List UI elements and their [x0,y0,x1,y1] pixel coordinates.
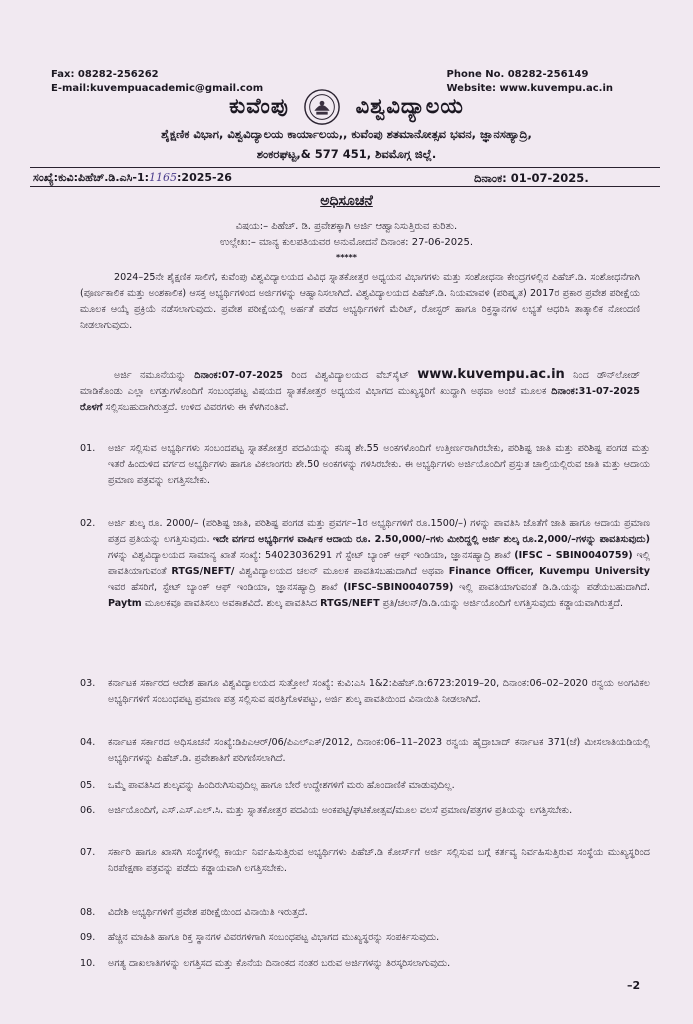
notice-subject: ವಿಷಯ:– ಪಿಹೆಚ್. ಡಿ. ಪ್ರವೇಶಕ್ಕಾಗಿ ಅರ್ಜಿ ಆಹ್ವಾನಿಸುತ್ತಿರುವ ಕುರಿತು. [235,221,458,232]
reference-divider [30,186,660,187]
item-number: 03. [80,678,96,689]
item-text: ಸರ್ಕಾರಿ ಹಾಗೂ ಖಾಸಗಿ ಸಂಸ್ಥೆಗಳಲ್ಲಿ ಕಾರ್ಯ ನಿರ್ವಹಿಸುತ್ತಿರುವ ಅಭ್ಯರ್ಥಿಗಳು ಪಿಹೆಚ್.ಡಿ ಕೋರ್ಸ್‌ಗೆ ಅರ್ಜಿ ಸಲ್ಲಿಸುವ ಬಗ್ಗೆ ಕರ್ತವ್ಯ ನಿರ್ವಹಿಸುತ್ತಿರುವ ಸಂಸ್ಥೆಯ ಮುಖ್ಯಸ್ಥರಿಂದ ನಿರಪೇಕ್ಷಣಾ ಪತ್ರವನ್ನು ಪಡೆದು ಕಡ್ಡಾಯವಾಗಿ ಲಗತ್ತಿಸಬೇಕು. [108,847,650,874]
separator-stars: ***** [336,253,357,262]
phone-text: Phone No. 08282-256149 [446,69,589,80]
para2-end-date: ದಿನಾಂಕ:31-07-2025 ರೊಳಗೆ [80,386,640,413]
notice-title: ಅಧಿಸೂಚನೆ [320,193,373,209]
item-number: 10. [80,958,96,969]
ifsc-code-2: (IFSC–SBIN0040759) [343,582,454,593]
fee-income-note: ಇದೇ ವರ್ಗದ ಅಭ್ಯರ್ಥಿಗಳ ವಾರ್ಷಿಕ ಆದಾಯ ರೂ. 2.50,000/–ಗಳು ಮೀರಿದ್ದಲ್ಲಿ ಅರ್ಜಿ ಶುಲ್ಕ ರೂ.2,000/–ಗಳನ್ನು ಪಾವತಿಸುವುದು) [212,534,650,545]
fee-text-g: ಮೂಲಕವೂ ಪಾವತಿಸಲು ಅವಕಾಶವಿದೆ. ಶುಲ್ಕ ಪಾವತಿಸಿದ [141,598,321,609]
item-text: ಅರ್ಜಿಯೊಂದಿಗೆ, ಎಸ್.ಎಸ್.ಎಲ್.ಸಿ. ಮತ್ತು ಸ್ನಾತಕೋತ್ತರ ಪದವಿಯ ಅಂಕಪಟ್ಟಿ/ಘಟಿಕೋತ್ಸವ/ಮೂಲ ವಲಸೆ ಪ್ರಮಾಣ/ಪತ್ರಗಳ ಪ್ರತಿಯನ್ನು ಲಗತ್ತಿಸಬೇಕು. [108,805,573,816]
fee-text-a: ಅರ್ಜಿ ಶುಲ್ಕ ರೂ. 2000/– (ಪರಿಶಿಷ್ಟ ಜಾತಿ, ಪರಿಶಿಷ್ಟ ಪಂಗಡ ಮತ್ತು ಪ್ರವರ್ಗ–1ರ ಅಭ್ಯರ್ಥಿಗಳಿಗೆ ರೂ.1500/–) ಗಳನ್ನು ಪಾವತಿಸಿ ಜೊತೆಗೆ ಜಾತಿ ಹಾಗೂ ಆದಾಯ ಪ್ರಮಾಣ ಪತ್ರದ ಪ್ರತಿಯನ್ನು ಲಗತ್ತಿಸುವುದು. [108,518,650,545]
para2-text-c: ನಿಂದ ಡೌನ್‌ಲೋಡ್ ಮಾಡಿಕೊಂಡು ಎಲ್ಲಾ ಲಗತ್ತುಗಳೊಂದಿಗೆ ಸಂಬಂಧಪಟ್ಟ ವಿಷಯದ ಸ್ನಾತಕೋತ್ತರ ಅಧ್ಯಯನ ವಿಭಾಗದ ಮುಖ್ಯಸ್ಥರಿಗೆ ಖುದ್ದಾಗಿ ಅಥವಾ ಅಂಚೆ ಮೂಲಕ [80,370,640,397]
item-number: 05. [80,780,96,791]
item-text [108,516,650,612]
university-name-right: ವಿಶ್ವವಿದ್ಯಾಲಯ [355,94,464,118]
item-text: ಒಮ್ಮೆ ಪಾವತಿಸಿದ ಶುಲ್ಕವನ್ನು ಹಿಂದಿರುಗಿಸುವುದಿಲ್ಲ ಹಾಗೂ ಬೇರೆ ಉದ್ದೇಶಗಳಿಗೆ ಮರು ಹೊಂದಾಣಿಕೆ ಮಾಡುವುದಿಲ್ಲ. [108,780,455,791]
item-number: 02. [80,518,96,529]
item-number: 09. [80,932,96,943]
item-number: 06. [80,805,96,816]
reference-suffix: :2025-26 [177,171,232,184]
university-title [0,88,693,126]
reference-prefix: ಸಂಖ್ಯೆ:ಕುವಿ:ಪಿಹೆಚ್.ಡಿ.ಎಸಿ-1: [33,171,150,184]
finance-officer-label: Finance Officer, Kuvempu University [448,566,650,577]
rtgs-label-2: RTGS/NEFT [320,598,380,609]
fee-text-b: ಗಳನ್ನು ವಿಶ್ವವಿದ್ಯಾಲಯದ ಸಾಮಾನ್ಯ ಖಾತೆ ಸಂಖ್ಯೆ: 54023036291 ಗೆ ಸ್ಟೇಟ್ ಬ್ಯಾಂಕ್ ಆಫ್ ಇಂಡಿಯಾ, ಜ್ಞಾನಸಹ್ಯಾದ್ರಿ ಶಾಖೆ [108,550,515,561]
item-text: ಅಗತ್ಯ ದಾಖಲಾತಿಗಳನ್ನು ಲಗತ್ತಿಸದ ಮತ್ತು ಕೊನೆಯ ದಿನಾಂಕದ ನಂತರ ಬರುವ ಅರ್ಜಿಗಳನ್ನು ತಿರಸ್ಕರಿಸಲಾಗುವುದು. [108,958,451,969]
item-text: ಅರ್ಜಿ ಸಲ್ಲಿಸುವ ಅಭ್ಯರ್ಥಿಗಳು ಸಂಬಂದಪಟ್ಟ ಸ್ನಾತಕೋತ್ತರ ಪದವಿಯನ್ನು ಕನಿಷ್ಠ ಶೇ.55 ಅಂಕಗಳೊಂದಿಗೆ ಉತ್ತೀರ್ಣರಾಗಿರಬೇಕು, ಪರಿಶಿಷ್ಟ ಜಾತಿ ಮತ್ತು ಪರಿಶಿಷ್ಟ ಪಂಗಡ ಮತ್ತು ಇತರೆ ಹಿಂದುಳಿದ ವರ್ಗದ ಅಭ್ಯರ್ಥಿಗಳು ಹಾಗೂ ವಿಕಲಾಂಗರು ಶೇ.50 ಅಂಕಗಳನ್ನು ಗಳಿಸಿರಬೇಕು. ಈ ಅಭ್ಯರ್ಥಿಗಳು ಅರ್ಜಿಯೊಂದಿಗೆ ಪ್ರಸ್ತುತ ಚಾಲ್ತಿಯಲ್ಲಿರುವ ಜಾತಿ ಮತ್ತು ಆದಾಯ ಪ್ರಮಾಣ ಪತ್ರವನ್ನು ಲಗತ್ತಿಸಬೇಕು. [108,443,650,486]
email-text: E-mail:kuvempuacademic@gmail.com [51,83,264,94]
item-number: 01. [80,443,96,454]
item-text: ವಿದೇಶಿ ಅಭ್ಯರ್ಥಿಗಳಿಗೆ ಪ್ರವೇಶ ಪರೀಕ್ಷೆಯಿಂದ ವಿನಾಯಿತಿ ಇರುತ್ತದೆ. [108,907,308,918]
reference-number [33,171,232,185]
reference-date: ದಿನಾಂಕ: 01-07-2025. [474,171,589,185]
para2-text-a: ಅರ್ಜಿ ನಮೂನೆಯನ್ನು [114,370,195,381]
item-number: 08. [80,907,96,918]
university-name-left: ಕುವೆಂಪು [229,94,289,118]
fee-text-f: ಇಲ್ಲಿ ಪಾವತಿಯಾಗುವಂತೆ ಡಿ.ಡಿ.ಯನ್ನು ಪಡೆಯಬಹುದಾಗಿದೆ. [453,582,650,593]
para2-text-b: ರಿಂದ ವಿಶ್ವವಿದ್ಯಾಲಯದ ವೆಬ್‌ಸೈಟ್ [282,370,418,381]
notice-reference: ಉಲ್ಲೇಖ:– ಮಾನ್ಯ ಕುಲಪತಿಯವರ ಅನುಮೋದನೆ ದಿನಾಂಕ: 27-06-2025. [220,237,473,248]
university-emblem-icon [303,88,341,126]
handwritten-number: 1165 [149,171,178,184]
address-line-1: ಶೈಕ್ಷಣಿಕ ವಿಭಾಗ, ವಿಶ್ವವಿದ್ಯಾಲಯ ಕಾರ್ಯಾಲಯ,, ಕುವೆಂಪು ಶತಮಾನೋತ್ಸವ ಭವನ, ಜ್ಞಾನಸಹ್ಯಾದ್ರಿ, [161,127,532,141]
item-text: ಕರ್ನಾಟಕ ಸರ್ಕಾರದ ಅಧಿಸೂಚನೆ ಸಂಖ್ಯೆ:ಡಿಪಿಎಆರ್/06/ಪಿಎಲ್‌ಎಕ್/2012, ದಿನಾಂಕ:06–11–2023 ರನ್ವಯ ಹೈದ್ರಾಬಾದ್ ಕರ್ನಾಟಕ 371(ಜೆ) ಮೀಸಲಾತಿಯಡಿಯಲ್ಲಿ ಅಭ್ಯರ್ಥಿಗಳನ್ನು ಪಿಹೆಚ್.ಡಿ. ಪ್ರವೇಶಾತಿಗೆ ಪರಿಗಣಿಸಲಾಗಿದೆ. [108,737,650,764]
item-number: 07. [80,847,96,858]
fee-text-e: ಇವರ ಹೆಸರಿಗೆ, ಸ್ಟೇಟ್ ಬ್ಯಾಂಕ್ ಆಫ್ ಇಂಡಿಯಾ, ಜ್ಞಾನಸಹ್ಯಾದ್ರಿ ಶಾಖೆ [108,582,344,593]
fee-text-h: ಪ್ರತಿ/ಚಲನ್/ಡಿ.ಡಿ.ಯನ್ನು ಅರ್ಜಿಯೊಂದಿಗೆ ಲಗತ್ತಿಸುವುದು ಕಡ್ಡಾಯವಾಗಿರುತ್ತದೆ. [379,598,624,609]
rtgs-label-1: RTGS/NEFT/ [171,566,235,577]
para2-start-date: ದಿನಾಂಕ:07-07-2025 [194,370,283,381]
application-paragraph [80,367,640,416]
para2-text-d: ಸಲ್ಲಿಸಬಹುದಾಗಿರುತ್ತದೆ. ಉಳಿದ ವಿವರಗಳು ಈ ಕೆಳಗಿನಂತಿವೆ. [102,402,289,413]
paytm-label: Paytm [108,598,142,609]
fee-text-d: ವಿಶ್ವವಿದ್ಯಾಲಯದ ಚಲನ್ ಮೂಲಕ ಪಾವತಿಸಬಹುದಾಗಿದೆ ಅಥವಾ [234,566,449,577]
website-link[interactable]: www.kuvempu.ac.in [417,367,565,382]
item-text: ಕರ್ನಾಟಕ ಸರ್ಕಾರದ ಆದೇಶ ಹಾಗೂ ವಿಶ್ವವಿದ್ಯಾಲಯದ ಸುತ್ತೋಲೆ ಸಂಖ್ಯೆ: ಕುವಿ:ಎಸಿ 1&2:ಪಿಹೆಚ್.ಡಿ:6723:2019–20, ದಿನಾಂಕ:06–02–2020 ರನ್ವಯ ಅಂಗವಿಕಲ ಅಭ್ಯರ್ಥಿಗಳಿಗೆ ಸಂಬಂಧಪಟ್ಟ ಪ್ರಮಾಣ ಪತ್ರ ಸಲ್ಲಿಸುವ ಷರತ್ತಿಗೊಳಪಟ್ಟು, ಅರ್ಜಿ ಶುಲ್ಕ ಪಾವತಿಯಿಂದ ವಿನಾಯಿತಿ ನೀಡಲಾಗಿದೆ. [108,678,650,705]
page-number: –2 [627,979,641,992]
fee-text-c: ಇಲ್ಲಿ ಪಾವತಿಯಾಗುವಂತೆ [108,550,650,577]
fax-text: Fax: 08282-256262 [51,69,159,80]
ifsc-code-1: (IFSC – SBIN0040759) [514,550,633,561]
item-text: ಹೆಚ್ಚಿನ ಮಾಹಿತಿ ಹಾಗೂ ರಿಕ್ತ ಸ್ಥಾನಗಳ ವಿವರಗಳಿಗಾಗಿ ಸಂಬಂಧಪಟ್ಟ ವಿಭಾಗದ ಮುಖ್ಯಸ್ಥರನ್ನು ಸಂಪರ್ಕಿಸುವುದು. [108,932,440,943]
website-text: Website: www.kuvempu.ac.in [446,83,613,94]
intro-paragraph: 2024–25ನೇ ಶೈಕ್ಷಣಿಕ ಸಾಲಿಗೆ, ಕುವೆಂಪು ವಿಶ್ವವಿದ್ಯಾಲಯದ ವಿವಿಧ ಸ್ನಾತಕೋತ್ತರ ಅಧ್ಯಯನ ವಿಭಾಗಗಳು ಮತ್ತು ಸಂಶೋಧನಾ ಕೇಂದ್ರಗಳಲ್ಲಿನ ಪಿಹೆಚ್.ಡಿ. ಸಂಶೋಧನೆಗಾಗಿ (ಪೂರ್ಣಕಾಲಿಕ ಮತ್ತು ಅಂಶಕಾಲಿಕ) ಆಸಕ್ತ ಅಭ್ಯರ್ಥಿಗಳಿಂದ ಅರ್ಜಿಗಳನ್ನು ಆಹ್ವಾನಿಸಲಾಗಿದೆ. ವಿಶ್ವವಿದ್ಯಾಲಯದ ಪಿಹೆಚ್.ಡಿ. ನಿಯಮಾವಳಿ (ಪರಿಷ್ಕೃತ) 2017ರ ಪ್ರಕಾರ ಪ್ರವೇಶ ಪರೀಕ್ಷೆಯ ಮೂಲಕ ಆಯ್ಕೆ ಪ್ರಕ್ರಿಯೆ ನಡೆಸಲಾಗುವುದು. ಪ್ರವೇಶ ಪರೀಕ್ಷೆಯಲ್ಲಿ ಅರ್ಹತೆ ಪಡೆದ ಅಭ್ಯರ್ಥಿಗಳಿಗೆ ಮೆರಿಟ್, ರೋಸ್ಟರ್ ಹಾಗೂ ರಿಕ್ತಸ್ಥಾನಗಳ ಲಭ್ಯತೆ ಆಧರಿಸಿ ತಾತ್ಕಾಲಿಕ ನೋಂದಣಿ ನೀಡಲಾಗುವುದು. [80,272,640,331]
address-line-2: ಶಂಕರಘಟ್ಟ,& 577 451, ಶಿವಮೊಗ್ಗ ಜಿಲ್ಲೆ. [256,147,437,161]
item-number: 04. [80,737,96,748]
header-divider [30,167,660,168]
